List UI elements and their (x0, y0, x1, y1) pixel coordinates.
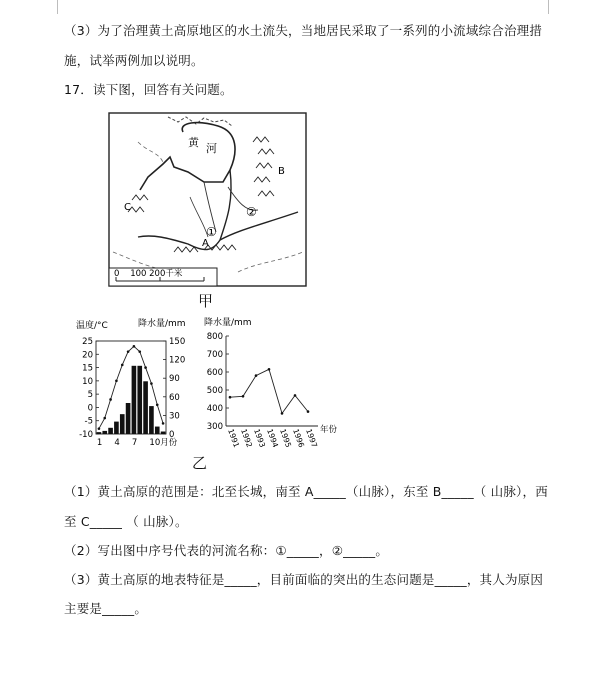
rainfall-point (242, 395, 245, 398)
month-tick-label: 10月份 (149, 438, 178, 448)
rain-tick-label: 0 (169, 430, 175, 440)
temp-tick-label: 25 (82, 337, 93, 347)
temp-tick-label: 0 (87, 403, 93, 414)
temp-point (121, 364, 124, 367)
rain-y-tick-label: 400 (206, 404, 223, 414)
temp-point (133, 345, 136, 348)
year-tick-label: 1994 (265, 427, 281, 449)
rain-y-tick-label: 500 (206, 386, 223, 396)
temp-point (162, 422, 165, 425)
rain-tick-label: 60 (169, 392, 180, 403)
temp-point (127, 350, 130, 353)
rainfall-point (229, 396, 232, 399)
temp-tick-label: 5 (87, 390, 93, 401)
map-label-a: A (202, 238, 209, 249)
year-tick-label: 1997 (304, 427, 320, 449)
temp-point (109, 398, 112, 401)
rain-y-tick-label: 300 (206, 422, 223, 432)
map-label-1: ① (206, 225, 217, 239)
map-label-huang: 黄 (188, 136, 199, 149)
year-tick-label: 1993 (252, 427, 268, 449)
climate-temp-title: 温度/°C (76, 321, 108, 331)
precip-bar (97, 432, 102, 434)
precip-bar (108, 428, 113, 434)
q16-sub3-line2: 施，试举两例加以说明。 (64, 53, 204, 68)
map-scale-label: 0 100 200千米 (114, 269, 183, 279)
precip-bar (143, 381, 148, 434)
temp-point (156, 403, 159, 406)
precip-bar (149, 406, 154, 434)
rain-tick-label: 150 (169, 337, 186, 347)
rain-y-tick-label: 700 (206, 350, 223, 360)
q17-intro: 17．读下图，回答有关问题。 (64, 82, 233, 97)
rain-tick-label: 90 (169, 374, 180, 385)
rainfall-point (294, 394, 297, 397)
precip-bar (102, 431, 107, 434)
map-caption: 甲 (198, 292, 214, 310)
precip-bar (126, 403, 131, 434)
year-tick-label: 1996 (291, 427, 307, 449)
temp-tick-label: 15 (82, 363, 93, 374)
temp-point (103, 417, 106, 420)
q17-sub1-line1: （1）黄土高原的范围是：北至长城，南至 A_____（山脉），东至 B_____（ 山脉），西 (64, 484, 548, 499)
rain-y-tick-label: 600 (206, 368, 223, 378)
year-tick-label: 1995 (278, 427, 294, 449)
temp-point (150, 382, 153, 385)
month-tick-label: 4 (114, 438, 120, 448)
temp-tick-label: 10 (82, 376, 93, 387)
rain-y-tick-label: 800 (206, 332, 223, 342)
temp-point (138, 350, 141, 353)
map-label-he: 河 (206, 142, 217, 155)
temp-point (115, 380, 118, 383)
q17-sub3-line2: 主要是_____。 (64, 601, 148, 616)
precip-bar (161, 432, 166, 434)
q17-sub1-line2: 至 C_____ （ 山脉）。 (64, 514, 188, 529)
year-tick-label: 1991 (226, 427, 242, 449)
page-corner-mark-left (57, 0, 58, 14)
temp-tick-label: -5 (84, 416, 93, 427)
temp-tick-label: -10 (79, 430, 93, 440)
q17-sub2: （2）写出图中序号代表的河流名称：①_____，②_____。 (64, 543, 389, 558)
precip-bar (120, 414, 125, 434)
climate-chart (76, 316, 196, 456)
rain-chart-title: 降水量/mm (204, 318, 252, 328)
rain-x-unit: 年份 (320, 425, 338, 435)
month-tick-label: 7 (131, 438, 138, 448)
rainfall-point (281, 412, 284, 415)
climate-rain-title: 降水量/mm (138, 319, 186, 329)
precip-bar (114, 422, 119, 434)
year-tick-label: 1992 (239, 427, 255, 449)
temp-tick-label: 20 (82, 350, 93, 361)
rainfall-point (268, 368, 271, 371)
rain-tick-label: 30 (169, 411, 180, 422)
precip-bar (137, 366, 142, 434)
annual-rainfall-chart (196, 314, 356, 454)
rainfall-point (307, 410, 310, 413)
map-label-b: B (278, 166, 285, 177)
q17-sub3-line1: （3）黄土高原的地表特征是_____，目前面临的突出的生态问题是_____，其人为原因 (64, 572, 544, 587)
figure-caption-b: 乙 (192, 454, 208, 472)
precip-bar (155, 427, 160, 434)
q16-sub3-line1: （3）为了治理黄土高原地区的水土流失，当地居民采取了一系列的小流域综合治理措 (64, 23, 543, 38)
map-label-2: ② (246, 205, 257, 219)
temp-point (98, 427, 101, 430)
month-tick-label: 1 (96, 438, 103, 448)
loess-plateau-map (108, 112, 308, 290)
temp-point (144, 366, 147, 369)
rainfall-point (255, 374, 258, 377)
map-label-c: C (124, 202, 131, 213)
rain-tick-label: 120 (169, 355, 186, 366)
precip-bar (132, 366, 137, 434)
page-corner-mark-right (548, 0, 549, 14)
